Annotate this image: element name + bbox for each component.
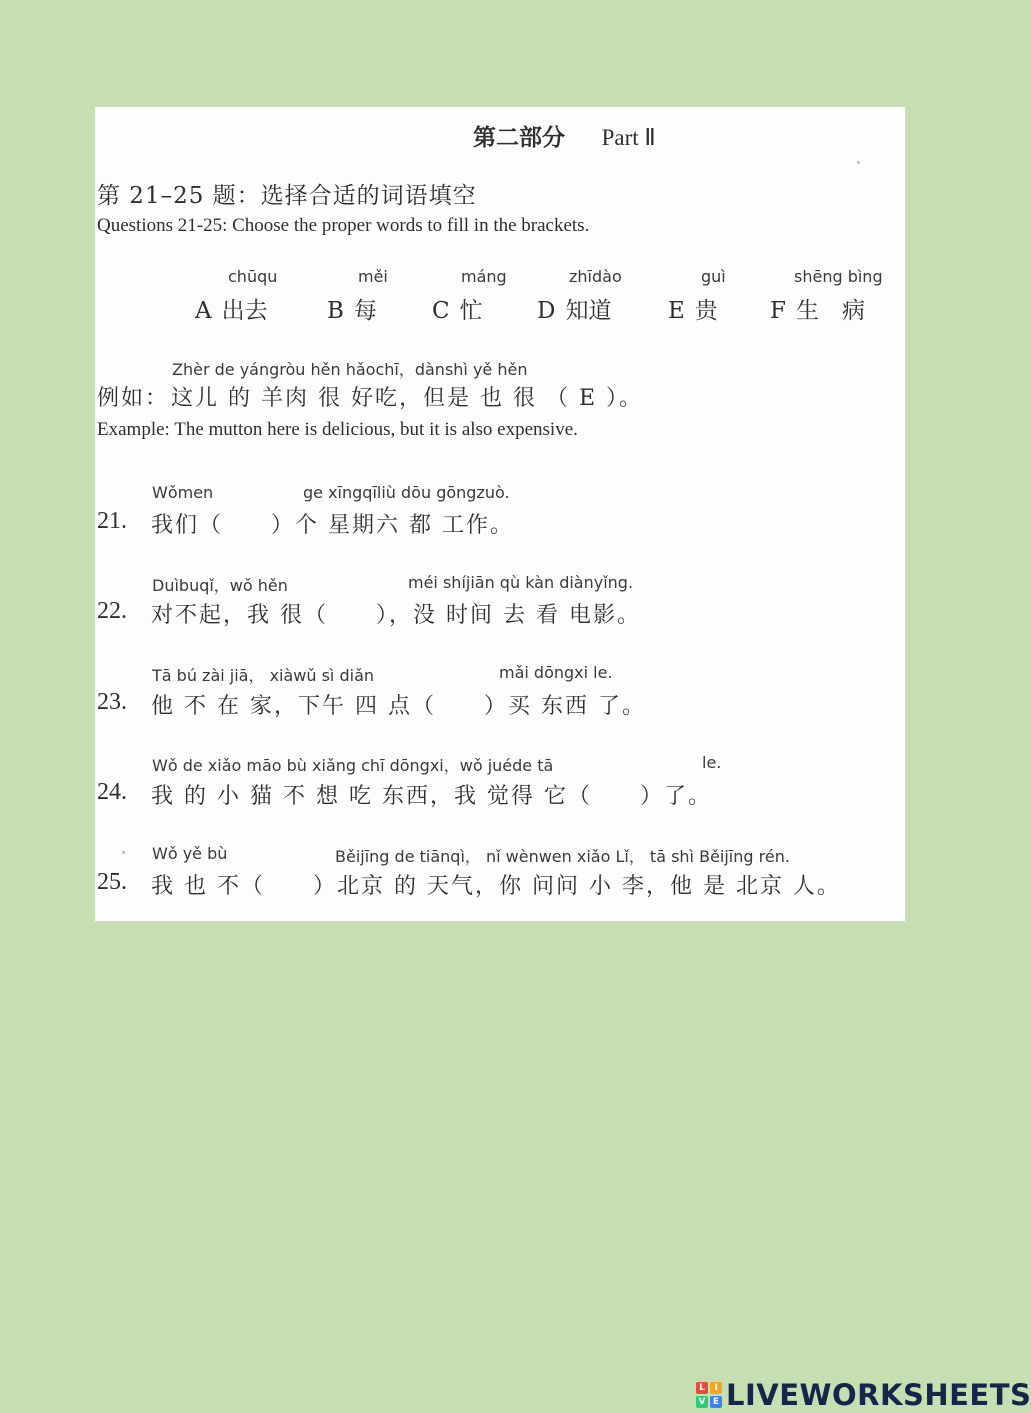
instructions-english: Questions 21-25: Choose the proper words to fill in the brackets.	[97, 215, 590, 236]
option-d-pinyin: zhīdào	[569, 267, 622, 286]
option-d	[537, 292, 611, 325]
question-22-pinyin-start: Duìbuqǐ，wǒ hěn	[152, 576, 288, 595]
question-25-pinyin-end: Běijīng de tiānqì， nǐ wènwen xiǎo Lǐ， tā shì Běijīng rén.	[335, 847, 790, 866]
question-22-sentence: 对不起，我 很（ ），没 时间 去 看 电影。	[151, 603, 641, 628]
question-21-pinyin-end: ge xīngqīliù dōu gōngzuò.	[303, 483, 510, 502]
option-hanzi: 出去	[221, 298, 268, 324]
question-25-pinyin-start: Wǒ yě bù	[152, 844, 228, 863]
part-title-chinese: 第二部分	[473, 124, 565, 151]
option-c	[432, 292, 483, 325]
option-a-pinyin: chūqu	[228, 267, 278, 286]
scan-speck	[122, 851, 125, 854]
question-24-number: 24.	[97, 779, 127, 805]
instructions-chinese: 第 21–25 题：选择合适的词语填空	[97, 183, 477, 209]
option-e	[668, 292, 718, 325]
logo-square: I	[710, 1382, 722, 1394]
question-24-pinyin-start: Wǒ de xiǎo māo bù xiǎng chī dōngxi，wǒ juéde tā	[152, 756, 554, 775]
example-english: Example: The mutton here is delicious, but it is also expensive.	[97, 419, 578, 440]
option-hanzi: 生 病	[795, 298, 865, 324]
question-23-number: 23.	[97, 689, 127, 715]
worksheet-image	[95, 107, 905, 921]
option-b-pinyin: měi	[358, 267, 388, 286]
question-21-number: 21.	[97, 508, 127, 534]
option-f-pinyin: shēng bìng	[794, 267, 883, 286]
option-letter: F	[770, 298, 786, 324]
scan-speck	[857, 161, 860, 164]
example-label: 例如：	[97, 386, 170, 411]
option-hanzi: 知道	[565, 298, 612, 324]
option-a	[195, 292, 268, 325]
question-22-number: 22.	[97, 598, 127, 624]
question-24-sentence: 我 的 小 猫 不 想 吃 东西，我 觉得 它（ ）了。	[151, 784, 712, 809]
option-f	[770, 292, 865, 325]
option-e-pinyin: guì	[701, 267, 726, 286]
part-title-english: Part Ⅱ	[601, 125, 656, 150]
option-hanzi: 贵	[694, 298, 718, 324]
liveworksheets-brand: LIVEWORKSHEETS	[726, 1378, 1031, 1412]
question-23-pinyin-start: Tā bú zài jiā， xiàwǔ sì diǎn	[152, 666, 375, 685]
question-24-pinyin-end: le.	[702, 753, 722, 772]
option-hanzi: 忙	[459, 298, 483, 324]
logo-square: V	[696, 1396, 708, 1408]
question-25-number: 25.	[97, 869, 127, 895]
part-title	[473, 119, 656, 152]
question-21-pinyin-start: Wǒmen	[152, 483, 214, 502]
logo-square: E	[710, 1396, 722, 1408]
question-23-pinyin-end: mǎi dōngxi le.	[499, 663, 613, 682]
question-22-pinyin-end: méi shíjiān qù kàn diànyǐng.	[408, 573, 634, 592]
liveworksheets-logo	[696, 1378, 1031, 1412]
liveworksheets-logo-icon	[696, 1382, 722, 1408]
example-sentence: 这儿 的 羊肉 很 好吃，但是 也 很 （ E ）。	[171, 386, 643, 411]
question-23-sentence: 他 不 在 家，下午 四 点（ ）买 东西 了。	[151, 694, 646, 719]
logo-square: L	[696, 1382, 708, 1394]
option-letter: D	[537, 298, 556, 324]
option-letter: E	[668, 298, 685, 324]
option-letter: B	[327, 298, 344, 324]
option-hanzi: 每	[353, 298, 377, 324]
question-21-sentence: 我们（ ）个 星期六 都 工作。	[151, 513, 514, 538]
example-pinyin: Zhèr de yángròu hěn hǎochī，dànshì yě hěn	[172, 360, 528, 379]
option-letter: A	[195, 298, 212, 324]
option-c-pinyin: máng	[461, 267, 507, 286]
question-25-sentence: 我 也 不（ ）北京 的 天气，你 问问 小 李，他 是 北京 人。	[151, 874, 841, 899]
option-b	[327, 292, 377, 325]
option-letter: C	[432, 298, 450, 324]
